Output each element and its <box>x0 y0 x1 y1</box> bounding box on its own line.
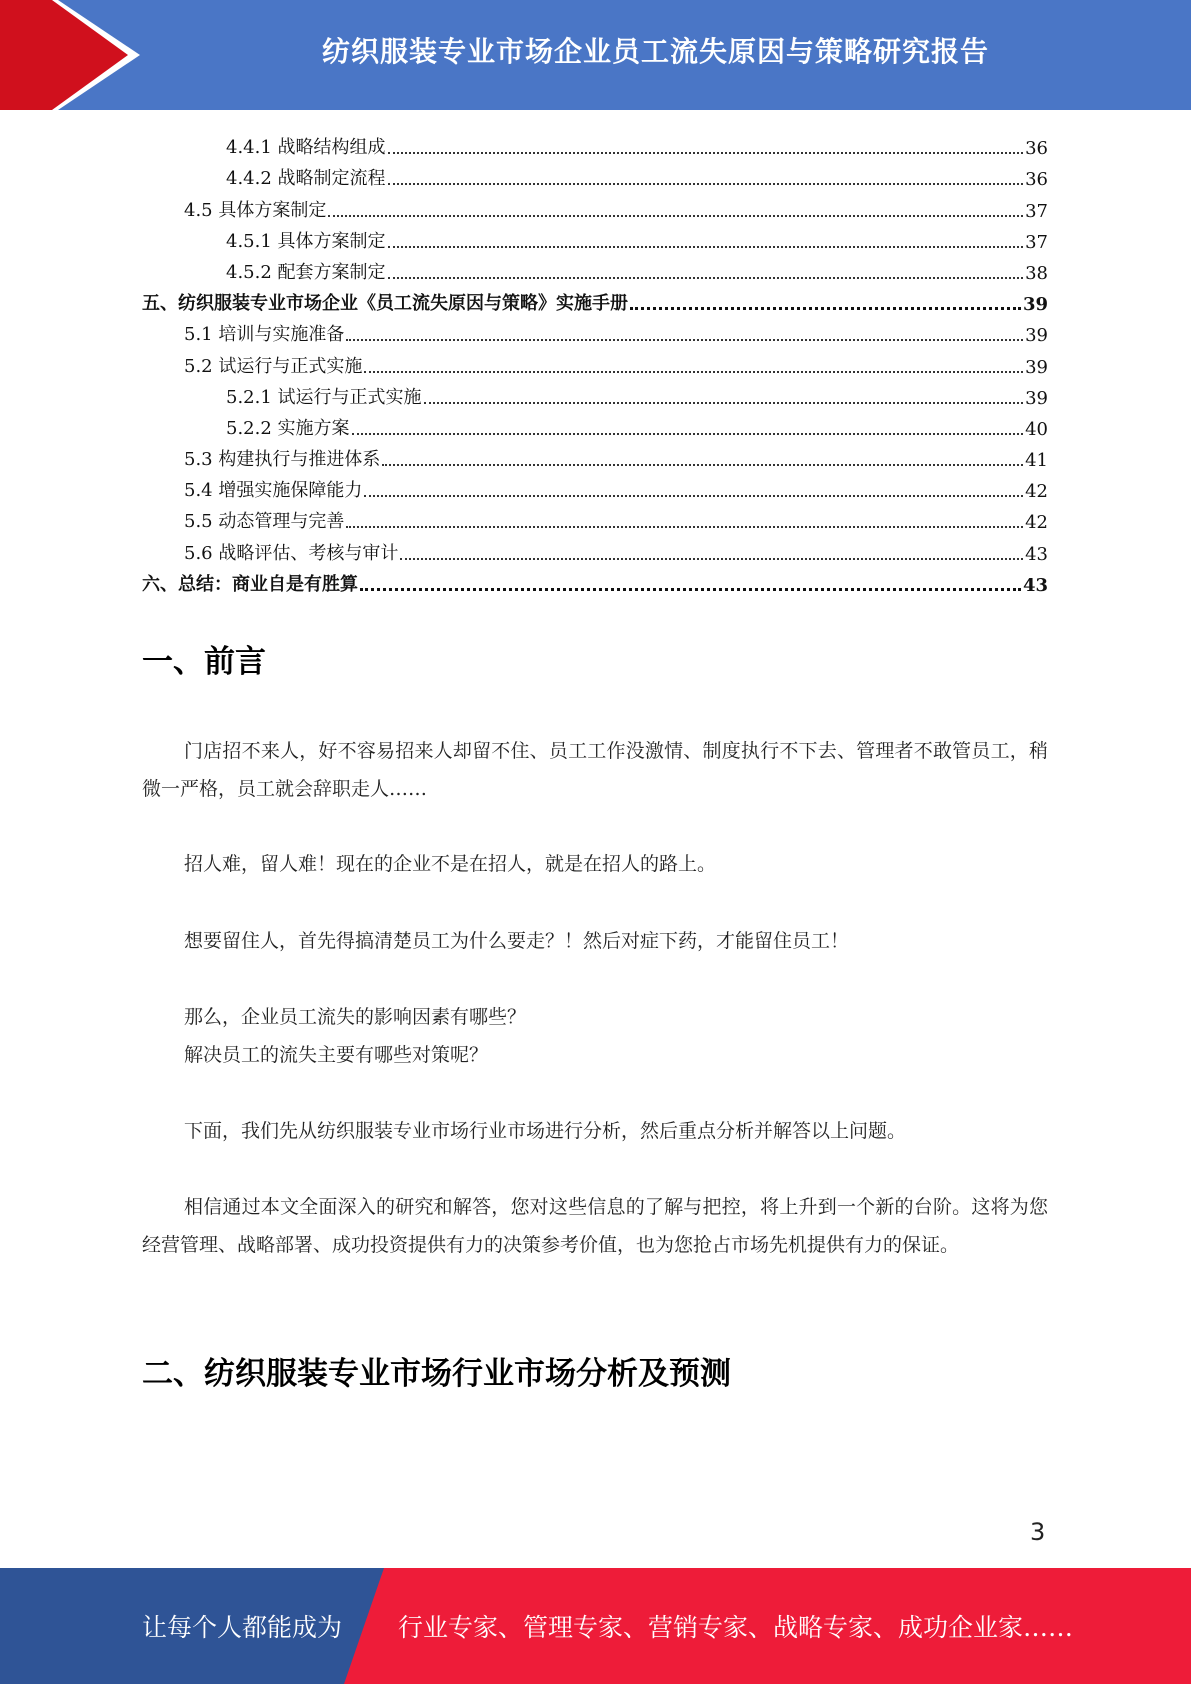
toc-entry-page: 40 <box>1025 418 1048 440</box>
paragraph-3: 想要留住人，首先得搞清楚员工为什么要走？！然后对症下药，才能留住员工！ <box>184 930 850 952</box>
paragraph-6: 下面，我们先从纺织服装专业市场行业市场进行分析，然后重点分析并解答以上问题。 <box>184 1120 907 1142</box>
toc-entry-page: 37 <box>1025 231 1048 253</box>
toc-entry[interactable] <box>142 159 1048 190</box>
toc-entry[interactable] <box>142 378 1048 409</box>
footer-slogan-left: 让每个人都能成为 <box>142 1613 343 1642</box>
paragraph-7: 相信通过本文全面深入的研究和解答，您对这些信息的了解与把控，将上升到一个新的台阶。这将为您经营管理、战略部署、成功投资提供有力的决策参考价值，也为您抢占市场先机提供有力的保证。 <box>142 1196 1048 1256</box>
header-arrow-decoration <box>0 0 160 110</box>
toc-entry[interactable] <box>142 128 1048 159</box>
toc-entry-page: 39 <box>1022 294 1048 316</box>
section-heading-preface: 一、前言 <box>142 644 266 680</box>
toc-entry-page: 43 <box>1022 574 1048 596</box>
toc-entry-page: 36 <box>1025 169 1048 191</box>
toc-leader-dots <box>346 526 1023 528</box>
toc-entry-label: 4.4.2 战略制定流程 <box>226 168 386 190</box>
toc-entry[interactable] <box>142 284 1048 315</box>
toc-entry-label: 4.5.2 配套方案制定 <box>226 261 386 283</box>
footer-slogan-right: 行业专家、管理专家、营销专家、战略专家、成功企业家…… <box>398 1613 1074 1642</box>
toc-entry-page: 36 <box>1025 138 1048 160</box>
page-footer <box>0 1568 1191 1684</box>
paragraph-5: 解决员工的流失主要有哪些对策呢？ <box>184 1044 489 1066</box>
toc-entry[interactable] <box>142 222 1048 253</box>
toc-leader-dots <box>388 277 1024 279</box>
paragraph-4: 那么，企业员工流失的影响因素有哪些？ <box>184 1006 527 1028</box>
paragraph-2: 招人难，留人难！现在的企业不是在招人，就是在招人的路上。 <box>184 853 717 875</box>
page-header <box>0 0 1191 110</box>
toc-entry-page: 39 <box>1025 356 1048 378</box>
toc-entry[interactable] <box>142 502 1048 533</box>
toc-entry[interactable] <box>142 533 1048 564</box>
toc-entry-page: 38 <box>1025 262 1048 284</box>
toc-entry-label: 4.4.1 战略结构组成 <box>226 137 386 159</box>
toc-entry-label: 5.1 培训与实施准备 <box>184 324 345 346</box>
toc-entry-label: 五、纺织服装专业市场企业《员工流失原因与策略》实施手册 <box>142 293 628 315</box>
section-heading-market-analysis: 二、纺织服装专业市场行业市场分析及预测 <box>142 1356 731 1392</box>
toc-leader-dots <box>388 246 1024 248</box>
report-title: 纺织服装专业市场企业员工流失原因与策略研究报告 <box>321 35 989 68</box>
toc-entry-page: 42 <box>1025 481 1048 503</box>
toc-entry-page: 39 <box>1025 387 1048 409</box>
toc-leader-dots <box>630 307 1021 310</box>
toc-entry-label: 4.5 具体方案制定 <box>184 199 327 221</box>
toc-entry-label: 5.3 构建执行与推进体系 <box>184 449 381 471</box>
toc-entry-label: 5.5 动态管理与完善 <box>184 511 345 533</box>
toc-entry[interactable] <box>142 190 1048 221</box>
toc-leader-dots <box>364 371 1023 373</box>
toc-leader-dots <box>388 183 1024 185</box>
toc-entry-label: 5.2.2 实施方案 <box>226 417 350 439</box>
toc-entry-page: 37 <box>1025 200 1048 222</box>
toc-entry-page: 39 <box>1025 325 1048 347</box>
toc-leader-dots <box>382 464 1023 466</box>
toc-leader-dots <box>424 402 1024 404</box>
toc-entry-page: 42 <box>1025 512 1048 534</box>
toc-entry-label: 5.2.1 试运行与正式实施 <box>226 386 422 408</box>
toc-entry[interactable] <box>142 409 1048 440</box>
toc-entry[interactable] <box>142 315 1048 346</box>
toc-leader-dots <box>352 433 1024 435</box>
toc-leader-dots <box>364 495 1023 497</box>
toc-entry-label: 5.4 增强实施保障能力 <box>184 480 363 502</box>
paragraph-1: 门店招不来人，好不容易招来人却留不住、员工工作没激情、制度执行不下去、管理者不敢管员工，稍微一严格，员工就会辞职走人…… <box>142 740 1048 800</box>
toc-leader-dots <box>388 152 1024 154</box>
toc-leader-dots <box>400 558 1023 560</box>
toc-entry-page: 43 <box>1025 543 1048 565</box>
toc-entry[interactable] <box>142 471 1048 502</box>
toc-entry-label: 5.2 试运行与正式实施 <box>184 355 363 377</box>
page-number: 3 <box>1030 1518 1046 1546</box>
toc-entry[interactable] <box>142 253 1048 284</box>
toc-entry[interactable] <box>142 440 1048 471</box>
toc-leader-dots <box>346 339 1023 341</box>
toc-leader-dots <box>328 215 1023 217</box>
toc-entry[interactable] <box>142 346 1048 377</box>
toc-entry[interactable] <box>142 565 1048 596</box>
toc-entry-label: 六、总结：商业自是有胜算 <box>142 573 358 595</box>
table-of-contents <box>142 128 1048 596</box>
toc-entry-page: 41 <box>1025 450 1048 472</box>
toc-entry-label: 5.6 战略评估、考核与审计 <box>184 542 399 564</box>
toc-entry-label: 4.5.1 具体方案制定 <box>226 230 386 252</box>
toc-leader-dots <box>360 588 1021 591</box>
